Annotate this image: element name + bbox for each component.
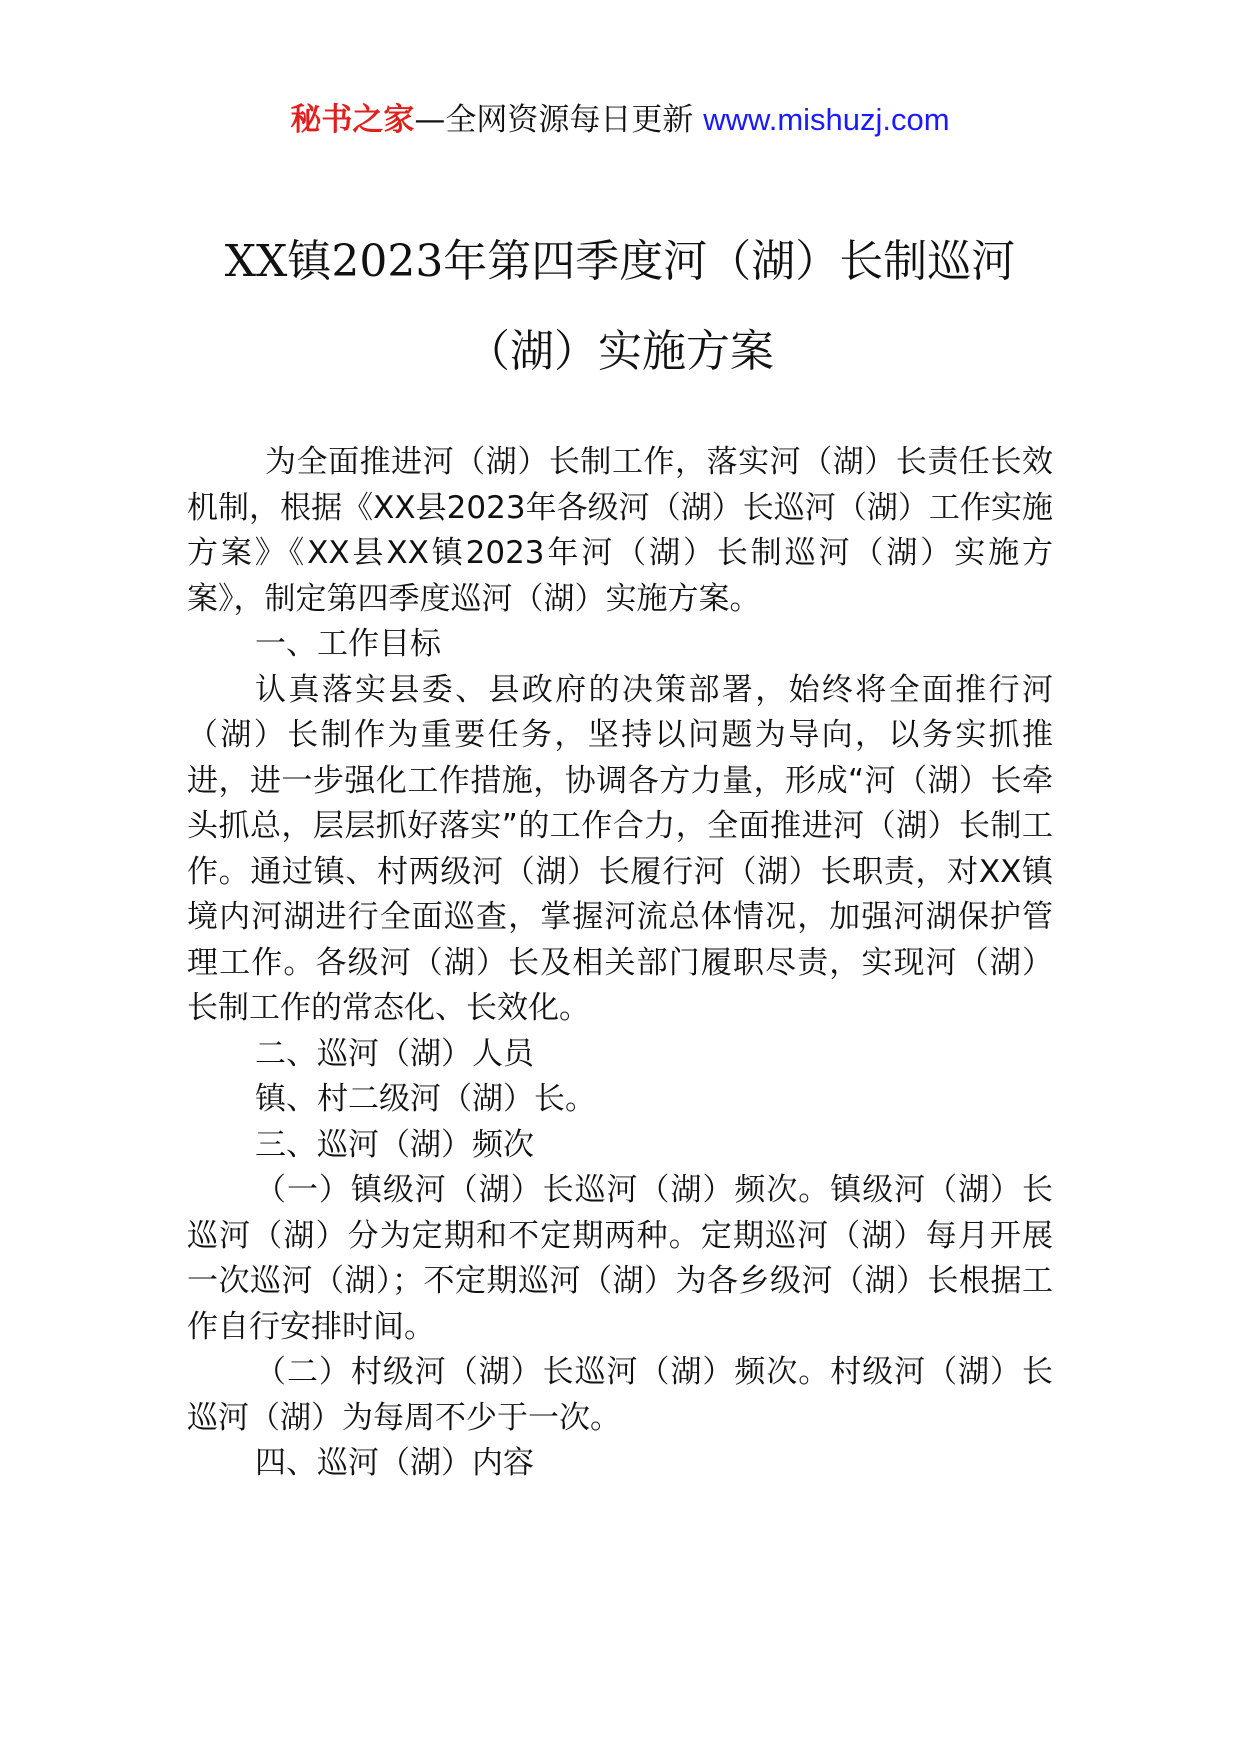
section-heading-content: 四、巡河（湖）内容	[255, 1445, 534, 1481]
page-header	[0, 100, 1240, 140]
section-heading-frequency: 三、巡河（湖）频次	[255, 1126, 534, 1163]
village-frequency-paragraph: （二）村级河（湖）长巡河（湖）频次。村级河（湖）长巡河（湖）为每周不少于一次。	[187, 1354, 1053, 1436]
brand-name: 秘书之家	[290, 102, 415, 138]
header-slogan: —全网资源每日更新	[414, 102, 704, 138]
section-heading-personnel: 二、巡河（湖）人员	[255, 1035, 534, 1072]
town-frequency-paragraph: （一）镇级河（湖）长巡河（湖）频次。镇级河（湖）长巡河（湖）分为定期和不定期两种。定期巡河（湖）每月开展一次巡河（湖）；不定期巡河（湖）为各乡级河（湖）长根据工作自行安排时间。	[187, 1172, 1053, 1345]
site-url: www.mishuzj.com	[703, 102, 950, 137]
document-body	[187, 440, 1053, 1487]
section-heading-goals: 一、工作目标	[255, 626, 441, 662]
intro-paragraph: 为全面推进河（湖）长制工作，落实河（湖）长责任长效机制，根据《XX县2023年各级河（湖）长巡河（湖）工作实施方案》《XX县XX镇2023年河（湖）长制巡河（湖）实施方案》，制定第四季度巡河（湖）实施方案。	[187, 444, 1053, 617]
document-title-line-2: （湖）实施方案	[466, 326, 774, 377]
goals-paragraph: 认真落实县委、县政府的决策部署，始终将全面推行河（湖）长制作为重要任务，坚持以问题为导向，以务实抓推进，进一步强化工作措施，协调各方力量，形成“河（湖）长牵头抓总，层层抓好落实”的工作合力，全面推进河（湖）长制工作。通过镇、村两级河（湖）长履行河（湖）长职责，对XX镇境内河湖进行全面巡查，掌握河流总体情况，加强河湖保护管理工作。各级河（湖）长及相关部门履职尽责，实现河（湖）长制工作的常态化、长效化。	[187, 671, 1053, 1026]
document-title-line-1: XX镇2023年第四季度河（湖）长制巡河	[224, 236, 1016, 287]
personnel-paragraph: 镇、村二级河（湖）长。	[255, 1081, 596, 1117]
